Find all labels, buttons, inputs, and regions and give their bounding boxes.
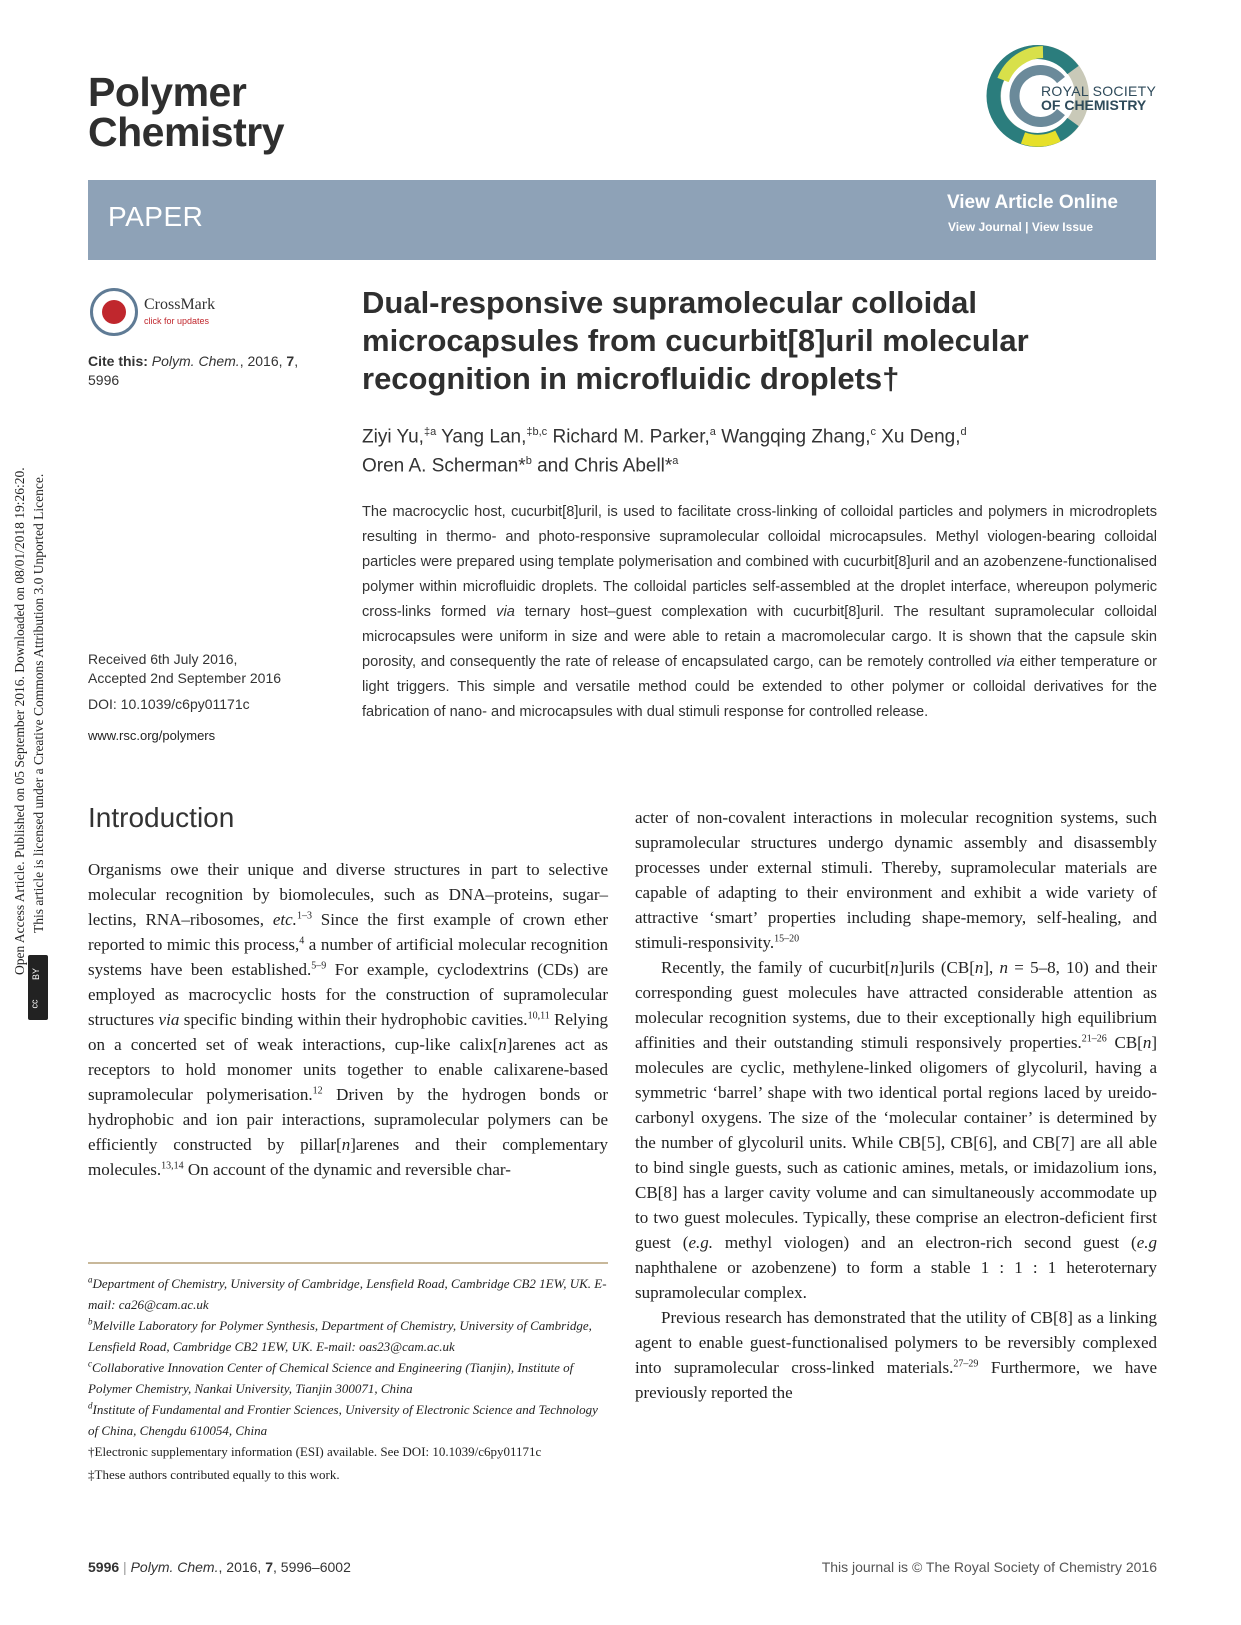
body-text: = 5–8, 10) and their corresponding guest molecules have attracted considerable attention as molecular recognition systems, due to their exceptionally high equilibrium affinities and their outstanding stimuli responsively properties. bbox=[635, 958, 1157, 1052]
received-date: Received 6th July 2016, bbox=[88, 651, 238, 667]
view-issue-link[interactable]: View Issue bbox=[1031, 220, 1093, 234]
reference[interactable]: 10,11 bbox=[527, 1010, 550, 1022]
rsc-logo-text2: OF CHEMISTRY bbox=[1041, 97, 1147, 113]
side-notice-line2: This article is licensed under a Creative Commons Attribution 3.0 Unported Licence. bbox=[31, 473, 46, 933]
body-text: On account of the dynamic and reversible char- bbox=[183, 1160, 511, 1179]
author-name: Ziyi Yu, bbox=[362, 426, 424, 448]
reference[interactable]: 12 bbox=[312, 1085, 323, 1097]
footnote-esi: †Electronic supplementary information (ESI) available. See DOI: 10.1039/c6py01171c bbox=[88, 1444, 542, 1459]
author-name: Yang Lan, bbox=[436, 426, 527, 448]
view-article-online-link[interactable]: View Article Online bbox=[946, 192, 1118, 213]
cc-by-badge[interactable] bbox=[28, 955, 48, 1020]
body-text: ]arenes and their complementary molecules. bbox=[88, 1135, 608, 1179]
received-dates bbox=[88, 650, 328, 688]
view-journal-link[interactable]: View Journal bbox=[948, 220, 1022, 234]
author-affiliation: a bbox=[709, 426, 716, 438]
footer-volume: 7 bbox=[265, 1559, 273, 1575]
crossmark-label: CrossMark bbox=[144, 296, 216, 313]
body-text: CB[ bbox=[1106, 1033, 1143, 1052]
body-text: n bbox=[1142, 1033, 1152, 1052]
body-text: n bbox=[974, 958, 984, 977]
footnote-marker: a bbox=[88, 1274, 93, 1285]
by-badge-text: BY bbox=[31, 967, 42, 981]
body-text: acter of non-covalent interactions in molecular recognition systems, such supramolecular structures undergo dynamic assembly and disassembly processes under external stimuli. Thereby, supramolecular materials are capable of adapting to their environment and exhibit a wide variety of attractive ‘smart’ properties including shape-memory, self-healing, and stimuli-responsivity. bbox=[635, 808, 1157, 952]
author-affiliation: ‡b,c bbox=[526, 426, 548, 438]
abstract-text: via bbox=[496, 604, 515, 620]
body-text: n bbox=[498, 1035, 507, 1054]
author-name: Wangqing Zhang, bbox=[715, 426, 871, 448]
body-text: Recently, the family of cucurbit[ bbox=[661, 958, 891, 977]
body-text: Driven by the hydrogen bonds or hydrophobic and ion pair interactions, supramolecular polymers can be efficiently constructed by pillar[ bbox=[88, 1085, 608, 1154]
introduction-heading: Introduction bbox=[88, 802, 235, 833]
body-text: Relying on a concerted set of weak interactions, cup-like calix[ bbox=[88, 1010, 608, 1054]
body-text: naphthalene or azobenzene) to form a stable 1 : 1 : 1 heteroternary supramolecular complex. bbox=[635, 1258, 1157, 1302]
body-text: e.g. bbox=[688, 1233, 713, 1252]
cc-badge-text: cc bbox=[29, 999, 40, 1009]
body-text: For example, cyclodextrins (CDs) are employed as macrocyclic hosts for the construction of supramolecular structures bbox=[88, 960, 608, 1029]
body-text: ] molecules are cyclic, methylene-linked oligomers of glycoluril, having a symmetric ‘barrel’ shape with two identical portal regions laced by ureido-carbonyl oxygens. The size of the ‘molecular container’ is determined by the number of glycoluril units. While CB[5], CB[6], and CB[7] are all able to bind single guests, such as cationic amines, metals, or imidazolium ions, CB[8] has a larger cavity volume and can simultaneously accommodate up to two guest molecules. Typically, these comprise an electron-deficient first guest ( bbox=[635, 1033, 1157, 1252]
reference[interactable]: 1–3 bbox=[296, 910, 312, 922]
body-text: methyl viologen) and an electron-rich second guest ( bbox=[713, 1233, 1137, 1252]
cite-this: Cite this: Polym. Chem., 2016, 7, 5996 bbox=[88, 353, 299, 388]
footer-pages: , 5996–6002 bbox=[273, 1559, 351, 1575]
cite-volume: 7 bbox=[286, 353, 295, 369]
introduction-column-2 bbox=[635, 805, 1157, 1405]
doi[interactable]: DOI: 10.1039/c6py01171c bbox=[88, 696, 250, 712]
footnote-text: Institute of Fundamental and Frontier Sciences, University of Electronic Science and Technology of China, Chengdu 610054, China bbox=[88, 1402, 598, 1438]
author-affiliation: c bbox=[870, 426, 876, 438]
author-name: Richard M. Parker, bbox=[547, 426, 710, 448]
footer-page-number: 5996 bbox=[88, 1559, 120, 1575]
body-text: Organisms owe their unique and diverse structures in part to selective molecular recognition by biomolecules, such as DNA–proteins, sugar–lectins, RNA–ribosomes, bbox=[88, 860, 608, 929]
footnotes bbox=[88, 1273, 608, 1485]
accepted-date: Accepted 2nd September 2016 bbox=[88, 670, 282, 686]
author-name: Oren A. Scherman* bbox=[362, 455, 526, 477]
crossmark-sub: click for updates bbox=[144, 316, 210, 326]
reference[interactable]: 4 bbox=[299, 935, 305, 947]
journal-title-line1: Polymer bbox=[88, 69, 247, 115]
crossmark-icon bbox=[90, 288, 138, 336]
author-affiliation: ‡a bbox=[423, 426, 437, 438]
article-title: Dual-responsive supramolecular colloidal microcapsules from cucurbit[8]uril molecular recognition in microfluidic droplets† bbox=[362, 285, 1029, 396]
footer-journal: Polym. Chem. bbox=[130, 1559, 219, 1575]
view-links-separator: | bbox=[1021, 220, 1032, 234]
footnote-marker: c bbox=[88, 1358, 92, 1369]
author-name: and Chris Abell* bbox=[531, 455, 673, 477]
author-affiliation: b bbox=[525, 455, 532, 468]
author-affiliation: a bbox=[672, 455, 679, 468]
abstract-text: ternary host–guest complexation with cucurbit[8]uril. The resultant supramolecular colloidal microcapsules were uniform in size and were able to retain a macromolecular cargo. It is shown that the capsule skin porosity, and consequently the rate of release of encapsulated cargo, can be remotely controlled bbox=[362, 604, 1158, 670]
body-text: ]arenes act as receptors to hold monomer units together to enable calixarene-based supramolecular polymerisation. bbox=[88, 1035, 608, 1104]
crossmark-badge[interactable] bbox=[90, 288, 230, 338]
paragraph bbox=[635, 805, 1157, 955]
journal-title bbox=[88, 69, 285, 155]
reference[interactable]: 21–26 bbox=[1081, 1033, 1107, 1045]
cite-label: Cite this: bbox=[88, 353, 148, 369]
paragraph bbox=[635, 1305, 1157, 1405]
body-text: ]urils (CB[ bbox=[898, 958, 975, 977]
abstract-text: either temperature or light triggers. This simple and versatile method could be extended to other polymer or colloidal derivatives for the fabrication of nano- and microcapsules with dual stimuli response for controlled release. bbox=[362, 654, 1157, 720]
paper-label: PAPER bbox=[108, 201, 204, 232]
abstract-text: via bbox=[996, 654, 1015, 670]
author-name: Xu Deng, bbox=[875, 426, 961, 448]
reference[interactable]: 13,14 bbox=[161, 1160, 184, 1172]
abstract bbox=[362, 500, 1157, 725]
authors bbox=[362, 420, 1142, 479]
body-text: Previous research has demonstrated that the utility of CB[8] as a linking agent to enable guest-functionalised polymers to be reversibly complexed into supramolecular cross-linked materials. bbox=[635, 1308, 1157, 1377]
journal-title-line2: Chemistry bbox=[88, 109, 285, 155]
body-text: n bbox=[341, 1135, 351, 1154]
body-text: etc. bbox=[272, 910, 297, 929]
side-notice-line1: Open Access Article. Published on 05 September 2016. Downloaded on 08/01/2018 19:26:20. bbox=[12, 467, 27, 975]
footnote-affiliation-c bbox=[88, 1357, 608, 1399]
rsc-logo[interactable] bbox=[983, 40, 1163, 152]
body-text: a number of artificial molecular recognition systems have been established. bbox=[88, 935, 608, 979]
abstract-text: The macrocyclic host, cucurbit[8]uril, is used to facilitate cross-linking of colloidal particles and polymers in microdroplets resulting in thermo- and photo-responsive supramolecular colloidal microcapsules. Methyl viologen-bearing colloidal particles were prepared using template polymerisation and combined with cucurbit[8]uril and an azobenzene-functionalised polymer within microfluidic droplets. The colloidal particles self-assembled at the droplet interface, whereupon polymeric cross-links formed bbox=[362, 504, 1157, 620]
footnote-text: Melville Laboratory for Polymer Synthesis, Department of Chemistry, University of Cambridge, Lensfield Road, Cambridge CB2 1EW, UK. E-mail: oas23@cam.ac.uk bbox=[88, 1318, 592, 1354]
footnote-marker: b bbox=[88, 1316, 93, 1327]
footer-citation bbox=[88, 1559, 351, 1575]
reference[interactable]: 5–9 bbox=[311, 960, 327, 972]
reference[interactable]: 15–20 bbox=[774, 933, 800, 945]
rsc-logo-text1: ROYAL SOCIETY bbox=[1041, 83, 1157, 99]
footer-year: , 2016, bbox=[218, 1559, 266, 1575]
footnote-affiliation-d bbox=[88, 1399, 608, 1441]
view-links bbox=[948, 220, 1093, 234]
footer-copyright: This journal is © The Royal Society of Chemistry 2016 bbox=[821, 1559, 1157, 1575]
reference[interactable]: 27–29 bbox=[953, 1358, 979, 1370]
body-text: via bbox=[158, 1010, 180, 1029]
footer-separator: | bbox=[119, 1559, 131, 1575]
footnote-equal-contribution: ‡These authors contributed equally to this work. bbox=[88, 1467, 340, 1482]
body-text: Since the first example of crown ether reported to mimic this process, bbox=[88, 910, 609, 954]
body-text: Furthermore, we have previously reported the bbox=[635, 1358, 1157, 1402]
footnote-affiliation-b bbox=[88, 1315, 608, 1357]
paper-banner bbox=[88, 180, 1156, 260]
footnote-marker: d bbox=[88, 1400, 93, 1411]
paragraph bbox=[635, 955, 1157, 1305]
footnote-affiliation-a bbox=[88, 1273, 608, 1315]
body-text: n bbox=[890, 958, 899, 977]
cite-year: , 2016, bbox=[239, 353, 287, 369]
introduction-column-1 bbox=[88, 857, 608, 1182]
body-text: n bbox=[999, 958, 1009, 977]
cite-page: 5996 bbox=[88, 372, 120, 388]
journal-website-link[interactable]: www.rsc.org/polymers bbox=[88, 728, 216, 743]
author-affiliation: d bbox=[960, 426, 967, 438]
body-text: specific binding within their hydrophobic cavities. bbox=[179, 1010, 528, 1029]
cite-journal: Polym. Chem. bbox=[151, 353, 240, 369]
footnote-text: Collaborative Innovation Center of Chemical Science and Engineering (Tianjin), Institute of Polymer Chemistry, Nankai University, Tianjin 300071, China bbox=[88, 1360, 574, 1396]
footnote-text: Department of Chemistry, University of Cambridge, Lensfield Road, Cambridge CB2 1EW, UK. E-mail: ca26@cam.ac.uk bbox=[88, 1276, 607, 1312]
body-text: ], bbox=[983, 958, 1000, 977]
body-text: e.g bbox=[1136, 1233, 1158, 1252]
footnote-divider bbox=[88, 1262, 608, 1264]
